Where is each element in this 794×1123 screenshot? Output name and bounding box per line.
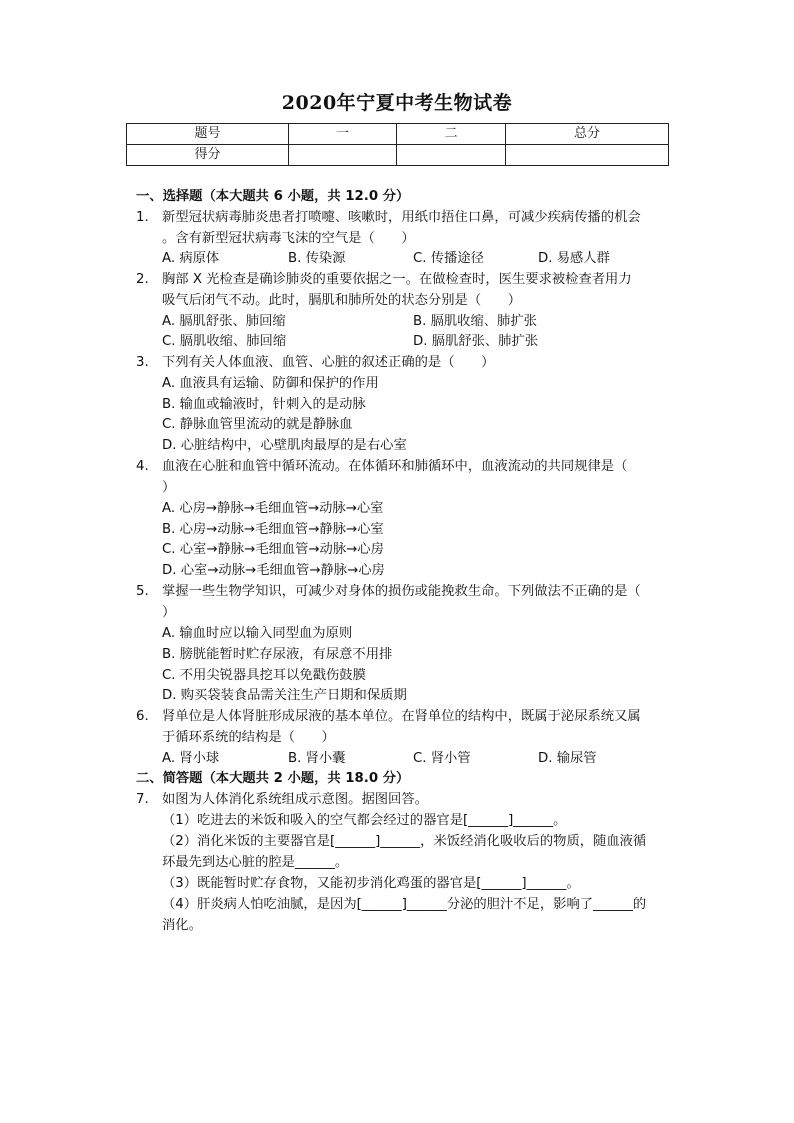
table-header-cell: 一 xyxy=(289,124,397,145)
question-number: 3. xyxy=(136,355,149,370)
option-c: C. 传播途径 xyxy=(413,251,484,266)
question-number: 5. xyxy=(136,584,149,599)
table-cell xyxy=(289,145,397,166)
table-header-cell: 题号 xyxy=(127,124,289,145)
option-b: B. 肾小囊 xyxy=(288,751,346,766)
question-text: 下列有关人体血液、血管、心脏的叙述正确的是（ ） xyxy=(162,355,495,370)
option-c: C. 肾小管 xyxy=(413,751,471,766)
question-text: 。含有新型冠状病毒飞沫的空气是（ ） xyxy=(162,231,415,246)
score-table xyxy=(126,123,669,166)
page-title: 2020年宁夏中考生物试卷 xyxy=(281,92,513,114)
table-row xyxy=(127,124,669,145)
section-heading-short-answer: 二、简答题（本大题共 2 小题，共 18.0 分） xyxy=(136,771,410,786)
option-b: B. 膀胱能暂时贮存尿液，有尿意不用排 xyxy=(162,647,393,662)
option-a: A. 血液具有运输、防御和保护的作用 xyxy=(162,376,379,391)
option-a: A. 肾小球 xyxy=(162,751,220,766)
option-b: B. 传染源 xyxy=(288,251,346,266)
sub-question-4-cont: 消化。 xyxy=(162,918,202,933)
question-text: 掌握一些生物学知识，可减少对身体的损伤或能挽救生命。下列做法不正确的是（ xyxy=(162,584,641,599)
table-header-cell: 二 xyxy=(397,124,506,145)
option-d: D. 膈肌舒张、肺扩张 xyxy=(413,334,539,349)
option-a: A. 输血时应以输入同型血为原则 xyxy=(162,626,353,641)
question-text: ） xyxy=(162,605,176,620)
section-heading-choice: 一、选择题（本大题共 6 小题，共 12.0 分） xyxy=(136,189,410,204)
option-c: C. 膈肌收缩、肺回缩 xyxy=(162,334,287,349)
sub-question-3: （3）既能暂时贮存食物，又能初步消化鸡蛋的器官是[______]______。 xyxy=(162,876,580,891)
question-text: 肾单位是人体肾脏形成尿液的基本单位。在肾单位的结构中，既属于泌尿系统又属 xyxy=(162,709,641,724)
option-d: D. 输尿管 xyxy=(538,751,597,766)
question-text: 如图为人体消化系统组成示意图。据图回答。 xyxy=(162,792,428,807)
table-row xyxy=(127,145,669,166)
sub-question-2: （2）消化米饭的主要器官是[______]______，米饭经消化吸收后的物质，随血液循 xyxy=(162,834,647,849)
sub-question-2-cont: 环最先到达心脏的腔是______。 xyxy=(162,855,349,870)
question-text: 吸气后闭气不动。此时，膈肌和肺所处的状态分别是（ ） xyxy=(162,293,522,308)
option-d: D. 购买袋装食品需关注生产日期和保质期 xyxy=(162,688,407,703)
table-header-cell: 总分 xyxy=(506,124,669,145)
option-d: D. 心室→动脉→毛细血管→静脉→心房 xyxy=(162,563,385,578)
question-number: 4. xyxy=(136,459,149,474)
question-number: 2. xyxy=(136,272,149,287)
option-c: C. 静脉血管里流动的就是静脉血 xyxy=(162,417,353,432)
option-d: D. 心脏结构中，心壁肌肉最厚的是右心室 xyxy=(162,438,407,453)
question-text: 新型冠状病毒肺炎患者打喷嚏、咳嗽时，用纸巾捂住口鼻，可减少疾病传播的机会 xyxy=(162,210,641,225)
question-text: ） xyxy=(162,480,176,495)
question-number: 6. xyxy=(136,709,149,724)
sub-question-1: （1）吃进去的米饭和吸入的空气都会经过的器官是[______]______。 xyxy=(162,813,567,828)
table-cell: 得分 xyxy=(127,145,289,166)
option-c: C. 心室→静脉→毛细血管→动脉→心房 xyxy=(162,542,384,557)
option-d: D. 易感人群 xyxy=(538,251,610,266)
sub-question-4: （4）肝炎病人怕吃油腻，是因为[______]______分泌的胆汁不足，影响了______的 xyxy=(162,897,647,912)
table-cell xyxy=(506,145,669,166)
question-number: 7. xyxy=(136,792,149,807)
question-text: 胸部 X 光检查是确诊肺炎的重要依据之一。在做检查时，医生要求被检查者用力 xyxy=(162,272,632,287)
table-cell xyxy=(397,145,506,166)
option-c: C. 不用尖锐器具挖耳以免戳伤鼓膜 xyxy=(162,668,366,683)
question-number: 1. xyxy=(136,210,149,225)
question-text: 于循环系统的结构是（ ） xyxy=(162,730,335,745)
option-a: A. 病原体 xyxy=(162,251,220,266)
option-a: A. 膈肌舒张、肺回缩 xyxy=(162,314,286,329)
option-a: A. 心房→静脉→毛细血管→动脉→心室 xyxy=(162,501,384,516)
option-b: B. 心房→动脉→毛细血管→静脉→心室 xyxy=(162,522,384,537)
question-text: 血液在心脏和血管中循环流动。在体循环和肺循环中，血液流动的共同规律是（ xyxy=(162,459,628,474)
option-b: B. 输血或输液时，针刺入的是动脉 xyxy=(162,397,366,412)
option-b: B. 膈肌收缩、肺扩张 xyxy=(413,314,537,329)
